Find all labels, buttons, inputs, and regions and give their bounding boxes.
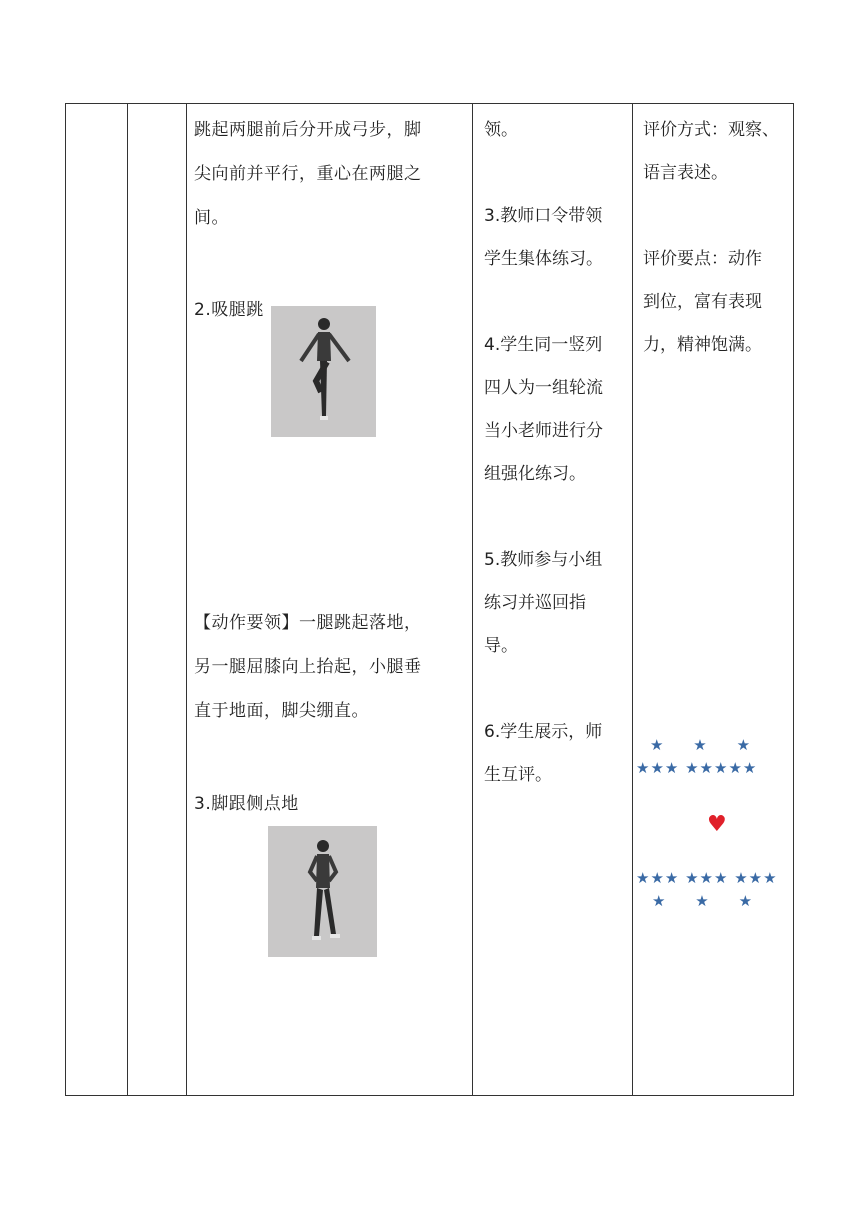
- item-label-suck-leg-jump: 2.吸腿跳: [194, 300, 264, 320]
- text-line: 【动作要领】一腿跳起落地，: [194, 613, 422, 633]
- text-line: 评价方式：观察、: [643, 120, 779, 140]
- star-decoration-bottom-row2: ★ ★ ★: [652, 892, 754, 910]
- text-line: 尖向前并平行，重心在两腿之: [194, 164, 422, 184]
- text-line: 4.学生同一竖列: [484, 335, 603, 355]
- text-line: 当小老师进行分: [484, 421, 603, 441]
- text-line: 评价要点：动作: [643, 249, 762, 269]
- column-divider: [127, 104, 128, 1095]
- lesson-table: [65, 103, 794, 1096]
- movement-desc-2: [194, 601, 456, 733]
- figure-illustration: [271, 306, 376, 437]
- star-decoration-bottom-row1: ★★★ ★★★ ★★★: [636, 869, 778, 887]
- organisation-column: [484, 109, 624, 797]
- photo-heel-side-tap: [268, 826, 377, 957]
- text-line: 3.教师口令带领: [484, 206, 603, 226]
- column-divider: [186, 104, 187, 1095]
- text-line: 间。: [194, 208, 229, 228]
- text-line: 语言表述。: [643, 163, 728, 183]
- item-label-heel-side-tap: 3.脚跟侧点地: [194, 794, 299, 814]
- column-divider: [472, 104, 473, 1095]
- text-line: 导。: [484, 636, 518, 656]
- photo-suck-leg-jump: [271, 306, 376, 437]
- text-line: 力，精神饱满。: [643, 335, 762, 355]
- text-line: 练习并巡回指: [484, 593, 586, 613]
- text-line: 四人为一组轮流: [484, 378, 603, 398]
- movement-desc-1: [194, 108, 456, 240]
- heart-icon: ♥: [707, 812, 727, 837]
- star-decoration-top-row1: ★ ★ ★: [650, 736, 752, 754]
- text-line: 5.教师参与小组: [484, 550, 603, 570]
- text-line: 领。: [484, 120, 518, 140]
- column-divider: [632, 104, 633, 1095]
- star-decoration-top-row2: ★★★ ★★★★★: [636, 759, 758, 777]
- text-line: 直于地面，脚尖绷直。: [194, 701, 369, 721]
- evaluation-column: [643, 109, 793, 367]
- text-line: 到位，富有表现: [643, 292, 762, 312]
- text-line: 另一腿屈膝向上抬起，小腿垂: [194, 657, 422, 677]
- text-line: 学生集体练习。: [484, 249, 603, 269]
- text-line: 组强化练习。: [484, 464, 586, 484]
- text-line: 6.学生展示，师: [484, 722, 603, 742]
- text-line: 跳起两腿前后分开成弓步，脚: [194, 120, 422, 140]
- text-line: 生互评。: [484, 765, 552, 785]
- figure-illustration: [268, 826, 377, 957]
